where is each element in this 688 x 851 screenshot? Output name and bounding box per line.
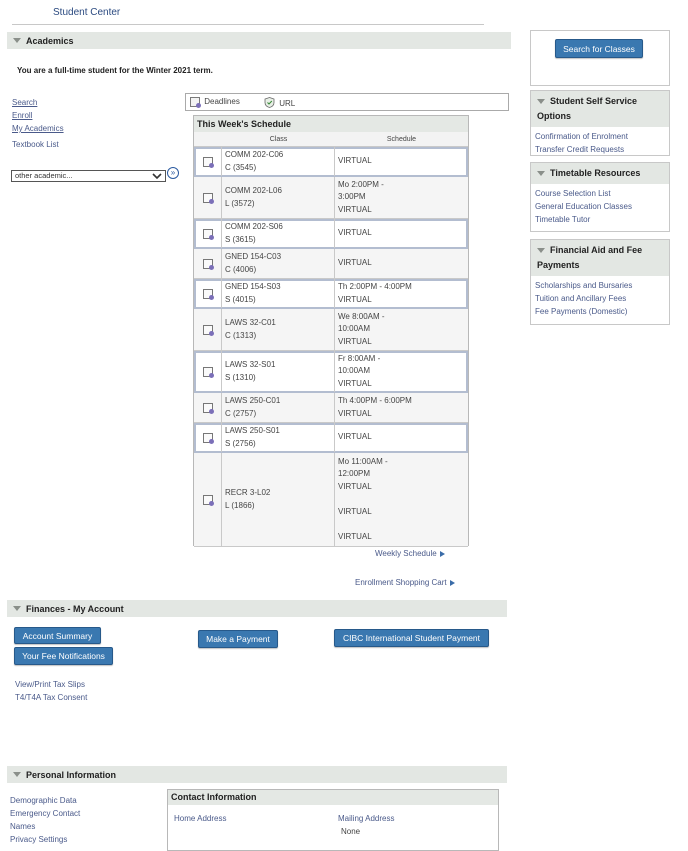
- names-link[interactable]: Names: [10, 822, 36, 831]
- personal-links: [10, 794, 80, 846]
- class-details-cell: [194, 279, 222, 308]
- cibc-payment-button[interactable]: CIBC International Student Payment: [334, 629, 489, 647]
- schedule-line: VIRTUAL: [338, 204, 372, 214]
- class-section: RECR 3-L02: [225, 488, 271, 497]
- class-cell: [222, 219, 335, 248]
- class-section: COMM 202-S06: [225, 222, 283, 231]
- class-cell: [222, 177, 335, 218]
- class-details-icon[interactable]: [203, 495, 213, 505]
- academics-links: [12, 96, 64, 151]
- class-details-cell: [194, 453, 222, 546]
- contact-information-panel: [167, 789, 499, 851]
- enroll-link[interactable]: Enroll: [12, 111, 33, 120]
- class-section: LAWS 32-C01: [225, 318, 276, 327]
- title-divider: [12, 24, 484, 25]
- class-details-cell: [194, 351, 222, 392]
- class-number: C (2757): [225, 408, 257, 418]
- deadlines-link[interactable]: Deadlines: [190, 97, 240, 107]
- class-section: LAWS 32-S01: [225, 360, 276, 369]
- schedule-line: Mo 2:00PM -: [338, 179, 384, 189]
- class-cell: [222, 309, 335, 350]
- weekly-schedule-link[interactable]: Weekly Schedule: [375, 549, 445, 558]
- class-cell: [222, 147, 335, 176]
- schedule-row: [194, 309, 468, 351]
- schedule-header-row: [194, 132, 468, 147]
- financial-aid-panel: [530, 239, 670, 325]
- textbook-list-link[interactable]: Textbook List: [12, 140, 59, 149]
- schedule-cell: [335, 453, 468, 546]
- course-selection-link[interactable]: Course Selection List: [535, 189, 611, 198]
- finances-header-label: Finances - My Account: [26, 603, 124, 614]
- class-section: COMM 202-L06: [225, 186, 282, 195]
- chevron-down-icon: [152, 172, 162, 183]
- fee-notifications-button[interactable]: Your Fee Notifications: [14, 647, 113, 665]
- timetable-resources-panel: [530, 162, 670, 232]
- fee-payments-link[interactable]: Fee Payments (Domestic): [535, 307, 628, 316]
- shield-url-icon: [264, 97, 275, 110]
- schedule-cell: [335, 279, 468, 308]
- other-academic-select[interactable]: [11, 170, 166, 182]
- schedule-cell: [335, 393, 468, 422]
- class-number: L (1866): [225, 500, 255, 510]
- class-details-icon[interactable]: [203, 325, 213, 335]
- class-details-icon[interactable]: [203, 193, 213, 203]
- schedule-row: [194, 249, 468, 279]
- schedule-line: 12:00PM: [338, 469, 371, 479]
- collapse-triangle-icon: [13, 38, 21, 43]
- demographic-data-link[interactable]: Demographic Data: [10, 796, 77, 805]
- schedule-cell: [335, 423, 468, 452]
- personal-info-section-header[interactable]: [7, 766, 507, 783]
- finance-links: [15, 678, 87, 704]
- tax-consent-link[interactable]: T4/T4A Tax Consent: [15, 693, 88, 702]
- schedule-line: Th 2:00PM - 4:00PM: [338, 282, 412, 291]
- class-details-icon[interactable]: [203, 157, 213, 167]
- schedule-cell: [335, 351, 468, 392]
- tax-slips-link[interactable]: View/Print Tax Slips: [15, 680, 85, 689]
- class-cell: [222, 249, 335, 278]
- deadlines-url-bar: [185, 93, 509, 111]
- collapse-triangle-icon: [537, 99, 545, 104]
- mailing-address-label[interactable]: Mailing Address: [338, 814, 395, 823]
- class-section: LAWS 250-C01: [225, 396, 281, 405]
- page-title: Student Center: [53, 7, 121, 18]
- schedule-row: [194, 453, 468, 547]
- schedule-cell: [335, 147, 468, 176]
- class-cell: [222, 423, 335, 452]
- finances-section-header[interactable]: [7, 600, 507, 617]
- account-summary-button[interactable]: Account Summary: [14, 627, 101, 644]
- schedule-row: [194, 423, 468, 453]
- class-number: C (3545): [225, 162, 257, 172]
- class-cell: [222, 453, 335, 546]
- weekly-schedule-table: [193, 115, 469, 546]
- general-education-link[interactable]: General Education Classes: [535, 202, 632, 211]
- class-number: C (1313): [225, 330, 257, 340]
- contact-title: Contact Information: [168, 790, 498, 805]
- class-details-cell: [194, 423, 222, 452]
- schedule-row: [194, 393, 468, 423]
- schedule-cell: [335, 249, 468, 278]
- calendar-icon: [190, 97, 200, 107]
- timetable-header[interactable]: Timetable Resources: [531, 163, 669, 184]
- class-number: L (3572): [225, 198, 255, 208]
- schedule-line: Th 4:00PM - 6:00PM: [338, 396, 412, 405]
- tuition-fees-link[interactable]: Tuition and Ancillary Fees: [535, 294, 627, 303]
- class-details-icon[interactable]: [203, 259, 213, 269]
- schedule-line: VIRTUAL: [338, 336, 372, 346]
- schedule-line: Fr 8:00AM -: [338, 353, 381, 363]
- transfer-credit-link[interactable]: Transfer Credit Requests: [535, 145, 625, 154]
- my-academics-link[interactable]: My Academics: [12, 124, 64, 133]
- schedule-title: This Week's Schedule: [194, 116, 468, 132]
- collapse-triangle-icon: [13, 772, 21, 777]
- go-arrow-icon[interactable]: »: [167, 167, 179, 179]
- schedule-row: [194, 279, 468, 309]
- schedule-line: VIRTUAL: [338, 531, 372, 541]
- class-details-icon[interactable]: [203, 433, 213, 443]
- schedule-line: VIRTUAL: [338, 506, 372, 516]
- class-details-cell: [194, 147, 222, 176]
- schedule-cell: [335, 177, 468, 218]
- schedule-line: VIRTUAL: [338, 378, 372, 388]
- search-link[interactable]: Search: [12, 98, 38, 107]
- personal-header-label: Personal Information: [26, 769, 117, 780]
- self-service-header[interactable]: Student Self Service Options: [531, 91, 669, 127]
- academics-section-header[interactable]: [7, 32, 511, 49]
- class-cell: [222, 351, 335, 392]
- schedule-line: 3:00PM: [338, 192, 366, 202]
- arrow-right-icon: [450, 580, 455, 586]
- schedule-row: [194, 351, 468, 393]
- schedule-line: VIRTUAL: [338, 408, 372, 418]
- class-number: C (4006): [225, 264, 257, 274]
- schedule-line: [338, 493, 468, 506]
- class-number: S (4015): [225, 294, 256, 304]
- schedule-line: 10:00AM: [338, 324, 371, 334]
- schedule-row: [194, 219, 468, 249]
- schedule-line: VIRTUAL: [338, 432, 372, 442]
- search-classes-panel: [530, 30, 670, 86]
- class-number: S (1310): [225, 372, 256, 382]
- collapse-triangle-icon: [13, 606, 21, 611]
- timetable-tutor-link[interactable]: Timetable Tutor: [535, 215, 591, 224]
- emergency-contact-link[interactable]: Emergency Contact: [10, 809, 81, 818]
- confirmation-enrolment-link[interactable]: Confirmation of Enrolment: [535, 132, 628, 141]
- schedule-line: We 8:00AM -: [338, 311, 385, 321]
- class-details-icon[interactable]: [203, 403, 213, 413]
- enrollment-status-text: You are a full-time student for the Winter 2021 term.: [17, 66, 213, 75]
- class-details-cell: [194, 309, 222, 350]
- class-details-cell: [194, 249, 222, 278]
- schedule-row: [194, 177, 468, 219]
- class-number: S (2756): [225, 438, 256, 448]
- select-value: other academic...: [15, 171, 73, 180]
- column-header-schedule: Schedule: [386, 136, 417, 143]
- search-for-classes-button[interactable]: Search for Classes: [555, 39, 643, 58]
- enrollment-shopping-cart-link[interactable]: Enrollment Shopping Cart: [355, 578, 455, 587]
- schedule-line: VIRTUAL: [338, 258, 372, 268]
- class-section: LAWS 250-S01: [225, 426, 280, 435]
- schedule-line: VIRTUAL: [338, 294, 372, 304]
- self-service-panel: [530, 90, 670, 156]
- arrow-right-icon: [440, 551, 445, 557]
- schedule-line: Mo 11:00AM -: [338, 456, 388, 466]
- schedule-row: [194, 147, 468, 177]
- schedule-line: VIRTUAL: [338, 228, 372, 238]
- class-cell: [222, 393, 335, 422]
- class-section: GNED 154-S03: [225, 282, 281, 291]
- class-details-icon[interactable]: [203, 289, 213, 299]
- collapse-triangle-icon: [537, 248, 545, 253]
- financial-aid-header[interactable]: Financial Aid and Fee Payments: [531, 240, 669, 276]
- home-address-label[interactable]: Home Address: [174, 814, 227, 823]
- class-details-cell: [194, 219, 222, 248]
- class-details-cell: [194, 393, 222, 422]
- schedule-cell: [335, 219, 468, 248]
- schedule-cell: [335, 309, 468, 350]
- academics-header-label: Academics: [26, 35, 74, 46]
- schedule-line: 10:00AM: [338, 366, 371, 376]
- class-details-cell: [194, 177, 222, 218]
- make-payment-button[interactable]: Make a Payment: [198, 630, 278, 648]
- class-details-icon[interactable]: [203, 229, 213, 239]
- url-link[interactable]: URL: [264, 97, 295, 110]
- privacy-settings-link[interactable]: Privacy Settings: [10, 835, 68, 844]
- column-header-class: Class: [269, 136, 288, 143]
- class-section: GNED 154-C03: [225, 252, 282, 261]
- class-cell: [222, 279, 335, 308]
- class-section: COMM 202-C06: [225, 150, 284, 159]
- collapse-triangle-icon: [537, 171, 545, 176]
- class-details-icon[interactable]: [203, 367, 213, 377]
- scholarships-link[interactable]: Scholarships and Bursaries: [535, 281, 633, 290]
- class-number: S (3615): [225, 234, 256, 244]
- schedule-line: VIRTUAL: [338, 481, 372, 491]
- schedule-line: [338, 518, 468, 531]
- schedule-line: VIRTUAL: [338, 156, 372, 166]
- mailing-address-value: None: [341, 827, 361, 836]
